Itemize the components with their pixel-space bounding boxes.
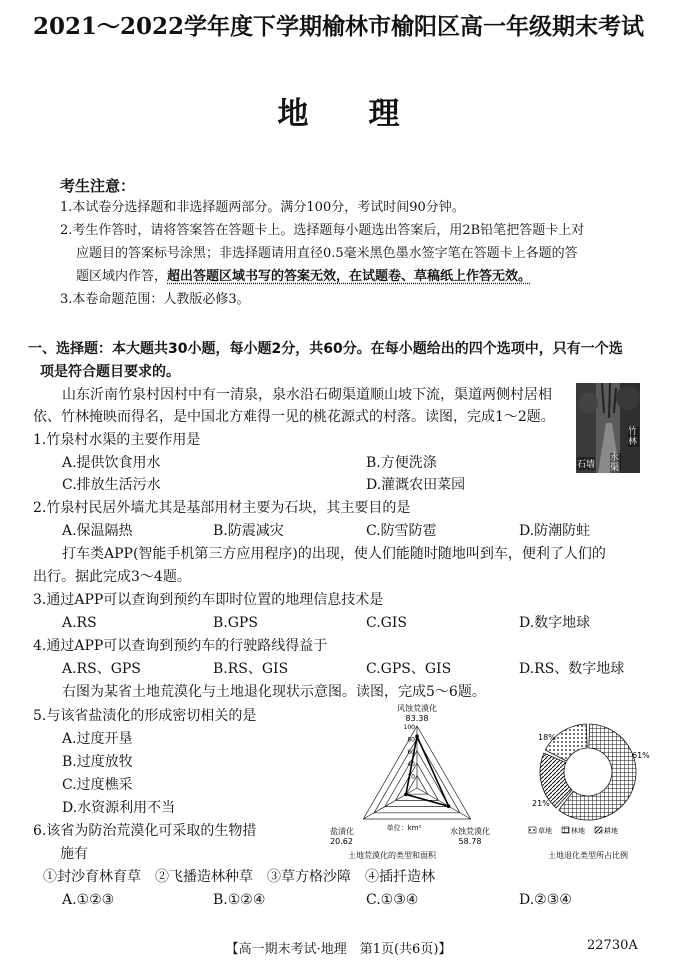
q1-option-a: A.提供饮食用水 bbox=[62, 455, 161, 471]
q6-items: ①封沙育林育草 ②飞播造林种草 ③草方格沙障 ④插扦造林 bbox=[43, 869, 435, 885]
q4-option-c: C.GPS、GIS bbox=[366, 661, 452, 677]
legend-swatch-forest bbox=[562, 827, 569, 833]
q6-option-a: A.①②③ bbox=[62, 892, 115, 908]
q3-option-d: D.数字地球 bbox=[519, 615, 591, 631]
donut-label-grass: 18% bbox=[538, 733, 556, 742]
desertification-radar-chart bbox=[322, 700, 512, 862]
q4-stem: 4.通过APP可以查询到预约车的行驶路线得益于 bbox=[33, 638, 328, 654]
radar-ring-label: 60 bbox=[407, 748, 415, 756]
radar-value-water: 58.78 bbox=[458, 837, 482, 846]
radar-ring-label: 20 bbox=[407, 773, 415, 781]
notice-item-2-end bbox=[76, 265, 531, 288]
q6-stem-cont: 施有 bbox=[60, 846, 88, 862]
q2-option-d: D.防潮防蛀 bbox=[519, 523, 591, 539]
q6-option-b: B.①②④ bbox=[213, 892, 266, 908]
photo-label-canal: 水渠 bbox=[610, 453, 620, 473]
exam-code: 22730A bbox=[587, 938, 638, 953]
notice-warning: 超出答题区域书写的答案无效，在试题卷、草稿纸上作答无效。 bbox=[167, 269, 532, 284]
legend-swatch-farm bbox=[595, 827, 602, 833]
q5-option-a: A.过度开垦 bbox=[62, 731, 133, 747]
q2-option-a: A.保温隔热 bbox=[62, 523, 133, 539]
legend-label-grass: 草地 bbox=[538, 827, 552, 835]
notice-item-2-cont: 应题目的答案标号涂黑；非选择题请用直径0.5毫米黑色墨水签字笔在答题卡上各题的答 bbox=[76, 246, 578, 261]
section-heading-cont: 项是符合题目要求的。 bbox=[40, 364, 180, 380]
radar-data-point bbox=[415, 735, 419, 739]
radar-axis bbox=[363, 788, 417, 819]
q1-option-b: B.方便洗涤 bbox=[366, 455, 437, 471]
passage-1-line-2: 依、竹林掩映而得名，是中国北方难得一见的桃花源式的村落。读图，完成1～2题。 bbox=[33, 409, 555, 425]
q3-option-a: A.RS bbox=[62, 615, 97, 631]
legend-label-forest: 林地 bbox=[571, 827, 585, 835]
radar-ring-label: 40 bbox=[407, 761, 415, 769]
radar-ring-label: 100 bbox=[403, 724, 415, 731]
notice-heading: 考生注意： bbox=[60, 177, 136, 195]
q6-stem: 6.该省为防治荒漠化可采取的生物措 bbox=[33, 823, 257, 839]
radar-axis bbox=[417, 788, 471, 819]
passage-2-line-2: 出行。据此完成3～4题。 bbox=[33, 569, 191, 585]
legend-swatch-grass bbox=[529, 827, 536, 833]
q5-option-c: C.过度樵采 bbox=[62, 777, 133, 793]
radar-data-point bbox=[404, 793, 408, 797]
radar-label-wind: 风蚀荒漠化 bbox=[397, 704, 437, 713]
q2-stem: 2.竹泉村民居外墙尤其是基部用材主要为石块，其主要目的是 bbox=[33, 500, 411, 516]
radar-data-point bbox=[447, 804, 451, 808]
radar-unit: 单位：km² bbox=[386, 824, 422, 832]
q6-option-d: D.②③④ bbox=[519, 892, 572, 908]
radar-ring-label: 80 bbox=[407, 736, 415, 744]
legend-label-farm: 耕地 bbox=[604, 827, 618, 835]
q5-stem: 5.与该省盐渍化的形成密切相关的是 bbox=[33, 708, 257, 724]
exam-title: 2021～2022学年度下学期榆林市榆阳区高一年级期末考试 bbox=[32, 13, 645, 40]
subject-title: 地理 bbox=[277, 96, 460, 132]
radar-label-salt: 盐渍化 bbox=[330, 827, 354, 836]
q5-option-b: B.过度放牧 bbox=[62, 754, 133, 770]
donut-label-farm: 21% bbox=[532, 799, 550, 808]
passage-3: 右图为某省土地荒漠化与土地退化现状示意图。读图，完成5～6题。 bbox=[62, 684, 486, 700]
q4-option-b: B.RS、GIS bbox=[213, 661, 289, 677]
q1-stem: 1.竹泉村水渠的主要作用是 bbox=[33, 432, 201, 448]
q1-option-c: C.排放生活污水 bbox=[62, 477, 161, 493]
radar-value-wind: 83.38 bbox=[405, 714, 429, 723]
photo-label-bamboo: 竹林 bbox=[628, 427, 638, 447]
q4-option-a: A.RS、GPS bbox=[62, 661, 141, 677]
donut-slice-grass bbox=[545, 724, 587, 761]
q3-stem: 3.通过APP可以查询到预约车即时位置的地理信息技术是 bbox=[33, 592, 384, 608]
page-footer: 【高一期末考试·地理 第1页(共6页)】 bbox=[225, 942, 452, 957]
notice-item-3: 3.本卷命题范围：人教版必修3。 bbox=[60, 292, 250, 307]
q2-option-c: C.防雪防雹 bbox=[366, 523, 437, 539]
photo-label-stone-wall: 石墙 bbox=[577, 457, 595, 470]
q2-option-b: B.防震减灾 bbox=[213, 523, 284, 539]
donut-label-forest: 61% bbox=[632, 751, 650, 760]
q6-option-c: C.①③④ bbox=[366, 892, 419, 908]
q4-option-d: D.RS、数字地球 bbox=[519, 661, 625, 677]
q3-option-c: C.GIS bbox=[366, 615, 407, 631]
notice-item-2: 2.考生作答时，请将答案答在答题卡上。选择题每小题选出答案后，用2B铅笔把答题卡上对 bbox=[60, 223, 585, 238]
village-photo bbox=[576, 383, 640, 473]
section-heading: 一、选择题：本大题共30小题，每小题2分，共60分。在每小题给出的四个选项中，只有一个选 bbox=[28, 341, 623, 357]
radar-title: 土地荒漠化的类型和面积 bbox=[348, 851, 436, 860]
passage-2-line-1: 打车类APP(智能手机第三方应用程序)的出现，使人们能随时随地叫到车，便利了人们的 bbox=[62, 546, 606, 562]
notice-item-1: 1.本试卷分选择题和非选择题两部分。满分100分，考试时间90分钟。 bbox=[60, 200, 465, 215]
q5-option-d: D.水资源利用不当 bbox=[62, 800, 176, 816]
q1-option-d: D.灌溉农田菜园 bbox=[366, 477, 466, 493]
radar-value-salt: 20.62 bbox=[330, 837, 353, 846]
notice-item-2-end-plain: 题区域内作答， bbox=[76, 269, 168, 284]
passage-1-line-1: 山东沂南竹泉村因村中有一清泉，泉水沿石砌渠道顺山坡下流，渠道两侧村居相 bbox=[62, 387, 552, 403]
land-degradation-donut-chart bbox=[528, 720, 650, 862]
q3-option-b: B.GPS bbox=[213, 615, 258, 631]
radar-label-water: 水蚀荒漠化 bbox=[450, 827, 490, 836]
donut-title: 土地退化类型所占比例 bbox=[548, 851, 628, 860]
